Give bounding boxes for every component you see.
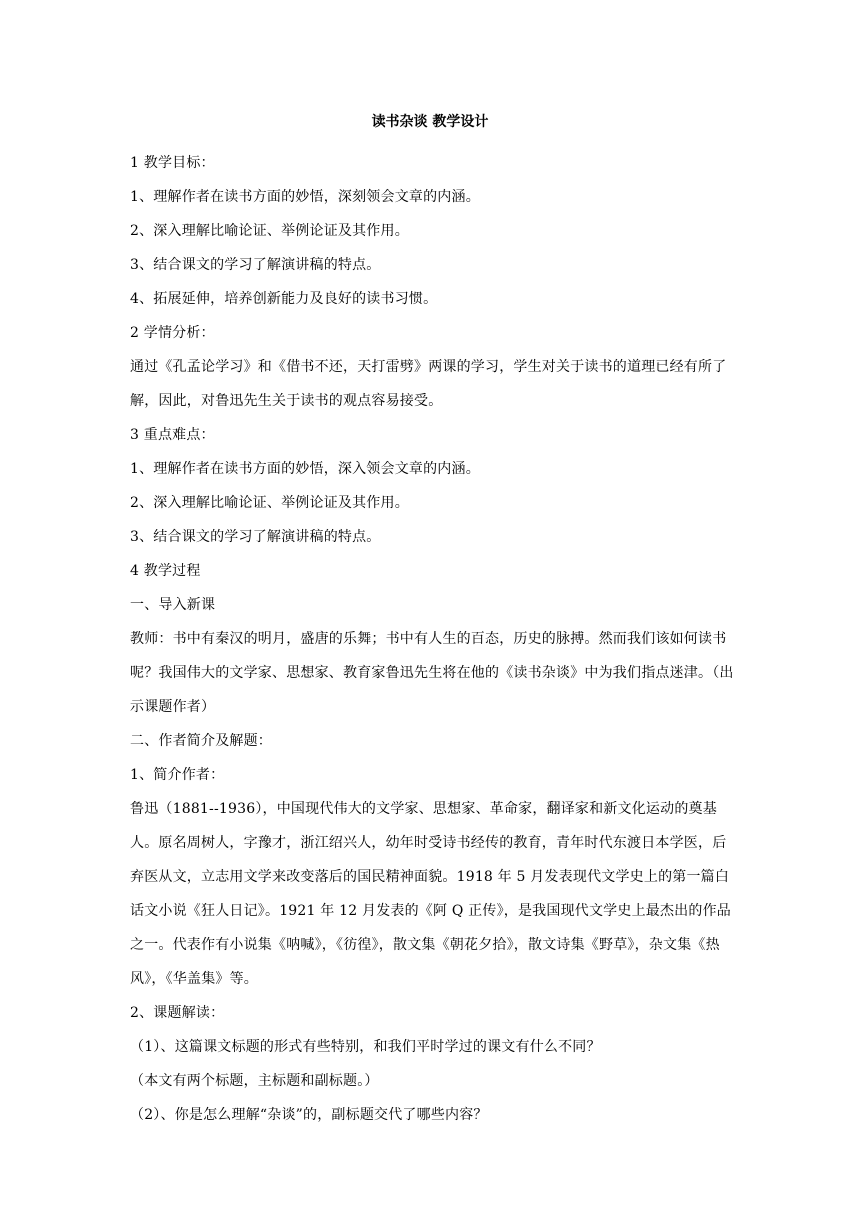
question-item: （1）、这篇课文标题的形式有些特别，和我们平时学过的课文有什么不同？ — [130, 1039, 601, 1055]
section-heading-key-points: 3 重点难点： — [130, 427, 215, 443]
title-interpretation-heading: 2、课题解读： — [130, 1005, 225, 1021]
author-bio-paragraph: 鲁迅（1881--1936），中国现代伟大的文学家、思想家、革命家，翻译家和新文化运动的奠基人。原名周树人，字豫才，浙江绍兴人，幼年时受诗书经传的教育，青年时代东渡日本学医，后弃医从文，立志用文学来改变落后的国民精神面貌。1918 年 5 月发表现代文学史上的第一篇白话文小说《狂人日记》。1921 年 12 月发表的《阿 Q 正传》，是我国现代文学史上最杰出的作品之一。代表作有小说集《呐喊》，《彷徨》，散文集《朝花夕拾》，散文诗集《野草》，杂文集《热风》，《华盖集》等。 — [130, 801, 731, 987]
objective-item: 1、理解作者在读书方面的妙悟，深刻领会文章的内涵。 — [130, 189, 480, 205]
subsection-heading-author: 二、作者简介及解题： — [130, 733, 272, 749]
objective-item: 2、深入理解比喻论证、举例论证及其作用。 — [130, 223, 409, 239]
key-point-item: 3、结合课文的学习了解演讲稿的特点。 — [130, 529, 381, 545]
objective-item: 4、拓展延伸，培养创新能力及良好的读书习惯。 — [130, 291, 438, 307]
document-title: 读书杂谈 教学设计 — [371, 114, 489, 130]
section-heading-process: 4 教学过程 — [130, 563, 201, 579]
section-heading-analysis: 2 学情分析： — [130, 325, 215, 341]
author-subheading: 1、简介作者： — [130, 767, 225, 783]
objective-item: 3、结合课文的学习了解演讲稿的特点。 — [130, 257, 381, 273]
key-point-item: 1、理解作者在读书方面的妙悟，深入领会文章的内涵。 — [130, 461, 480, 477]
answer-item: （本文有两个标题，主标题和副标题。） — [130, 1073, 379, 1089]
document-body — [130, 146, 734, 1132]
section-heading-objectives: 1 教学目标： — [130, 155, 215, 171]
analysis-paragraph: 通过《孔孟论学习》和《借书不还，天打雷劈》两课的学习，学生对关于读书的道理已经有所了解，因此，对鲁迅先生关于读书的观点容易接受。 — [130, 359, 727, 409]
question-item: （2）、你是怎么理解“杂谈”的，副标题交代了哪些内容？ — [130, 1107, 488, 1123]
key-point-item: 2、深入理解比喻论证、举例论证及其作用。 — [130, 495, 409, 511]
intro-paragraph: 教师：书中有秦汉的明月，盛唐的乐舞；书中有人生的百态，历史的脉搏。然而我们该如何读书呢？我国伟大的文学家、思想家、教育家鲁迅先生将在他的《读书杂谈》中为我们指点迷津。（出示课题作者） — [130, 631, 734, 715]
subsection-heading-intro: 一、导入新课 — [130, 597, 216, 613]
